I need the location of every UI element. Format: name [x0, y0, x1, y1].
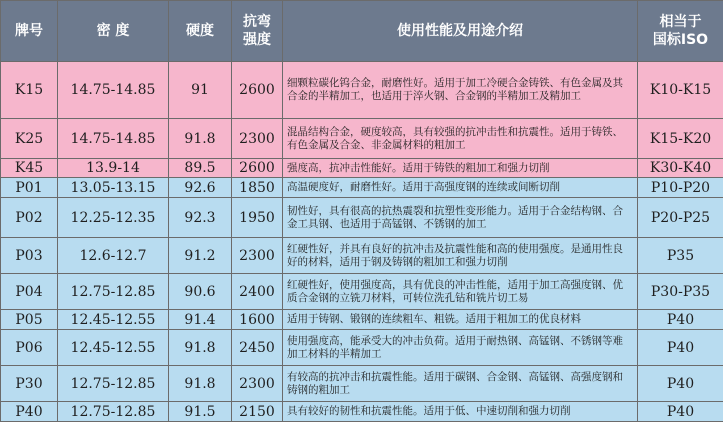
grade-cell: P40: [1, 402, 58, 422]
table-row: [1, 62, 723, 119]
table-row: [1, 238, 723, 274]
table-row: [1, 198, 723, 238]
density-cell: 14.75-14.85: [58, 119, 169, 159]
header-bending-strength: [232, 1, 283, 62]
table-row: [1, 366, 723, 402]
density-cell: 12.25-12.35: [58, 198, 169, 238]
header-iso-line2: 国标ISO: [640, 31, 721, 49]
iso-cell: P40: [638, 330, 723, 366]
description-cell: 高温硬度好，耐磨性好。适用于高强度钢的连续或间断切削: [283, 178, 638, 198]
hardness-cell: 92.3: [169, 198, 232, 238]
bending-cell: 2150: [232, 402, 283, 422]
density-cell: 12.75-12.85: [58, 402, 169, 422]
iso-cell: K15-K20: [638, 119, 723, 159]
table-row: [1, 119, 723, 159]
iso-cell: P40: [638, 310, 723, 330]
description-cell: 红硬性好，使用强度高，具有优良的冲击性能，适用于加工高强度钢、优质合金钢的立铣刀材料，可转位洗孔钻和铣片切工易: [283, 274, 638, 310]
grade-cell: P30: [1, 366, 58, 402]
header-iso: [638, 1, 723, 62]
grade-cell: P04: [1, 274, 58, 310]
table-row: [1, 310, 723, 330]
table-row: [1, 274, 723, 310]
density-cell: 14.75-14.85: [58, 62, 169, 119]
hardness-cell: 91.5: [169, 402, 232, 422]
bending-cell: 2400: [232, 274, 283, 310]
hardness-cell: 91: [169, 62, 232, 119]
density-cell: 13.05-13.15: [58, 178, 169, 198]
hardness-cell: 91.8: [169, 366, 232, 402]
iso-cell: K10-K15: [638, 62, 723, 119]
grade-cell: P06: [1, 330, 58, 366]
header-brand: 牌号: [1, 1, 58, 62]
bending-cell: 2450: [232, 330, 283, 366]
density-cell: 12.45-12.55: [58, 310, 169, 330]
description-cell: 红硬性好，并具有良好的抗冲击及抗震性能和高的使用强度。是通用性良好的材料，适用于钢及铸钢的粗加工和强力切削: [283, 238, 638, 274]
density-cell: 12.75-12.85: [58, 274, 169, 310]
header-bending-line1: 抗弯: [234, 13, 280, 31]
table-row: [1, 330, 723, 366]
iso-cell: P40: [638, 402, 723, 422]
description-cell: 适用于铸钢、锻钢的连续粗车、粗铣。适用于粗加工的优良材料: [283, 310, 638, 330]
hardness-cell: 89.5: [169, 159, 232, 178]
description-cell: 强度高，抗冲击性能好。适用于铸铁的粗加工和强力切削: [283, 159, 638, 178]
header-row: [1, 1, 723, 62]
iso-cell: P20-P25: [638, 198, 723, 238]
hardness-cell: 91.8: [169, 330, 232, 366]
bending-cell: 2300: [232, 238, 283, 274]
bending-cell: 1600: [232, 310, 283, 330]
hardness-cell: 91.2: [169, 238, 232, 274]
header-usage: 使用性能及用途介绍: [283, 1, 638, 62]
description-cell: 使用强度高，能承受大的冲击负荷。适用于耐热钢、高锰钢、不锈钢等难加工材料的半精加工: [283, 330, 638, 366]
iso-cell: P10-P20: [638, 178, 723, 198]
table-row: [1, 159, 723, 178]
iso-cell: P30-P35: [638, 274, 723, 310]
iso-cell: P40: [638, 366, 723, 402]
hardness-cell: 92.6: [169, 178, 232, 198]
density-cell: 12.75-12.85: [58, 366, 169, 402]
bending-cell: 1950: [232, 198, 283, 238]
hardness-cell: 91.4: [169, 310, 232, 330]
header-density: 密 度: [58, 1, 169, 62]
grade-cell: P05: [1, 310, 58, 330]
header-hardness: 硬度: [169, 1, 232, 62]
description-cell: 细颗粒碳化钨合金，耐磨性好。适用于加工冷硬合金铸铁、有色金属及其合金的半精加工，也适用于淬火钢、合金钢的半精加工及精加工: [283, 62, 638, 119]
iso-cell: P35: [638, 238, 723, 274]
grade-cell: P01: [1, 178, 58, 198]
hardness-cell: 91.8: [169, 119, 232, 159]
grade-cell: K25: [1, 119, 58, 159]
grade-cell: P03: [1, 238, 58, 274]
iso-cell: K30-K40: [638, 159, 723, 178]
table-row: [1, 178, 723, 198]
header-bending-line2: 强度: [234, 31, 280, 49]
bending-cell: 2600: [232, 159, 283, 178]
description-cell: 有较高的抗冲击和抗震性能。适用于碳钢、合金钢、高锰钢、高强度钢和铸钢的粗加工: [283, 366, 638, 402]
description-cell: 韧性好，具有很高的抗热震裂和抗塑性变形能力。适用于合金结构钢、合金工具钢、也适用于高锰钢、不锈钢的加工: [283, 198, 638, 238]
bending-cell: 2600: [232, 62, 283, 119]
grade-cell: K45: [1, 159, 58, 178]
description-cell: 混晶结构合金，硬度较高，具有较强的抗冲击性和抗震性。适用于铸铁、有色金属及合金、非金属材料的粗加工: [283, 119, 638, 159]
density-cell: 12.6-12.7: [58, 238, 169, 274]
description-cell: 具有较好的韧性和抗震性能。适用于低、中速切削和强力切削: [283, 402, 638, 422]
hardness-cell: 90.6: [169, 274, 232, 310]
table-row: [1, 402, 723, 422]
grade-cell: K15: [1, 62, 58, 119]
density-cell: 13.9-14: [58, 159, 169, 178]
bending-cell: 1850: [232, 178, 283, 198]
header-iso-line1: 相当于: [640, 13, 721, 31]
bending-cell: 2300: [232, 119, 283, 159]
bending-cell: 2300: [232, 366, 283, 402]
grade-cell: P02: [1, 198, 58, 238]
density-cell: 12.45-12.55: [58, 330, 169, 366]
